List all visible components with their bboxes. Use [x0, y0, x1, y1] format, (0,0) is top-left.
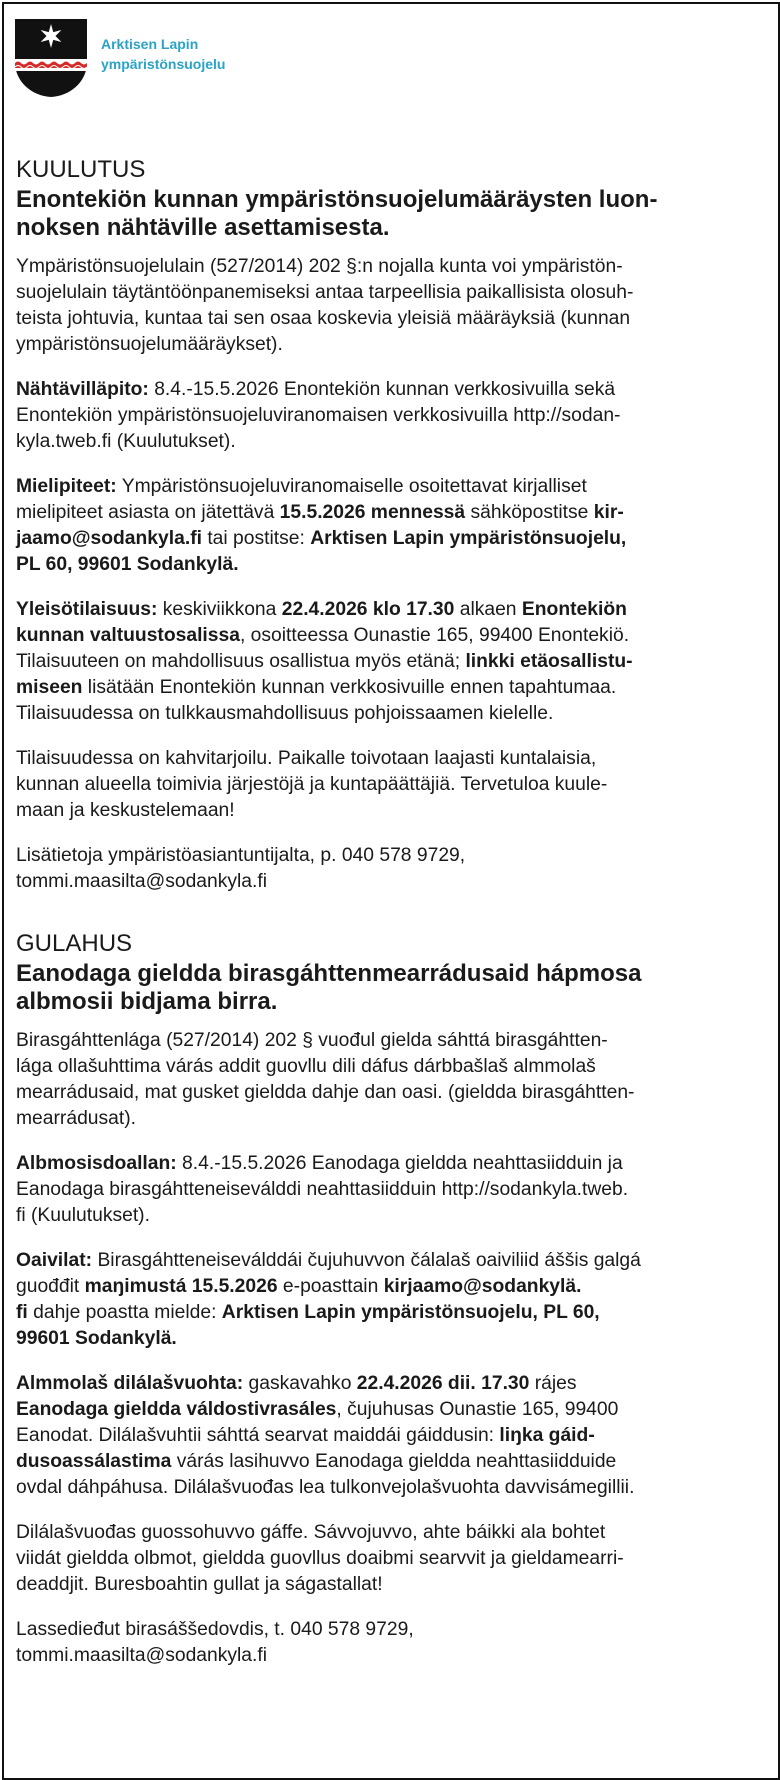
- text-line: alkaen: [454, 599, 522, 620]
- notice-content: [16, 156, 751, 1688]
- text-line: 8.4.-15.5.2026 Enontekiön kunnan verkkosivuilla sekä: [148, 379, 616, 400]
- text-line: e-poasttain: [277, 1276, 384, 1297]
- text-line: Eanodat. Dilálašvuhtii sáhttá searvat maiddái gáiddusin:: [16, 1425, 500, 1446]
- sami-display-period: [16, 1151, 751, 1229]
- remote-link-text: dusoassálastima: [16, 1451, 172, 1472]
- email-part: jaamo@sodankyla.fi: [16, 528, 202, 549]
- text-line: Tilaisuudessa on kahvitarjoilu. Paikalle toivotaan laajasti kuntalaisia,: [16, 748, 597, 769]
- finnish-contact: [16, 843, 751, 895]
- sami-contact: [16, 1617, 751, 1669]
- text-line: suojelulain täytäntöönpanemiseksi antaa tarpeellisia paikallisista olosuh-: [16, 282, 634, 303]
- postal-address: PL 60, 99601 Sodankylä.: [16, 554, 239, 575]
- postal-address: Arktisen Lapin ympäristönsuojelu, PL 60,: [221, 1302, 600, 1323]
- finnish-title-line: Enontekiön kunnan ympäristönsuojelumääräysten luon-: [16, 186, 658, 213]
- postal-address: 99601 Sodankylä.: [16, 1328, 177, 1349]
- meeting-label: Almmolaš dilálašvuohta:: [16, 1373, 244, 1394]
- opinions-label: Mielipiteet:: [16, 476, 117, 497]
- text-line: lisätään Enontekiön kunnan verkkosivuille ennen tapahtumaa.: [82, 677, 617, 698]
- organization-name-line2: ympäristönsuojelu: [101, 56, 226, 72]
- text-line: kyla.tweb.fi (Kuulutukset).: [16, 431, 236, 452]
- email-part: kirjaamo@sodankylä.: [383, 1276, 582, 1297]
- text-line: Birasgáhttenlága (527/2014) 202 § vuođul gielda sáhttá birasgáhtten-: [16, 1030, 608, 1051]
- display-label: Nähtävilläpito:: [16, 379, 149, 400]
- text-line: mearrádusat).: [16, 1108, 137, 1129]
- text-line: Enontekiön ympäristönsuojeluviranomaisen verkkosivuilla http://sodan-: [16, 405, 621, 426]
- remote-link-text: liŋka gáid-: [499, 1425, 595, 1446]
- meeting-venue: Enontekiön: [521, 599, 627, 620]
- display-label: Albmosisdoallan:: [16, 1153, 177, 1174]
- deadline: 15.5.2026 mennessä: [279, 502, 466, 523]
- text-line: ympäristönsuojelumääräykset).: [16, 334, 283, 355]
- text-line: dahje poastta mielde:: [27, 1302, 222, 1323]
- finnish-section: [16, 156, 751, 895]
- text-line: rájes: [529, 1373, 577, 1394]
- text-line: maan ja keskustelemaan!: [16, 800, 235, 821]
- email-part: fi: [16, 1302, 28, 1323]
- sami-kicker: GULAHUS: [16, 930, 133, 957]
- sami-opinions: [16, 1248, 751, 1352]
- text-line: fi (Kuulutukset).: [16, 1205, 150, 1226]
- meeting-label: Yleisötilaisuus:: [16, 599, 158, 620]
- finnish-public-meeting: [16, 597, 751, 727]
- municipality-crest-icon: [14, 18, 88, 98]
- text-line: teista johtuvia, kuntaa tai sen osaa koskevia yleisiä määräyksiä (kunnan: [16, 308, 631, 329]
- sami-section: [16, 930, 751, 1669]
- finnish-display-period: [16, 377, 751, 455]
- text-line: mielipiteet asiasta on jätettävä: [16, 502, 280, 523]
- finnish-opinions: [16, 474, 751, 578]
- finnish-title-line: noksen nähtäville asettamisesta.: [16, 214, 390, 241]
- deadline: maŋimustá 15.5.2026: [84, 1276, 278, 1297]
- text-line: , čujuhusas Ounastie 165, 99400: [336, 1399, 619, 1420]
- text-line: gaskavahko: [243, 1373, 357, 1394]
- text-line: Ympäristönsuojeluviranomaiselle osoitettavat kirjalliset: [116, 476, 587, 497]
- text-line: deaddjit. Buresboahtin gullat ja ságastallat!: [16, 1574, 383, 1595]
- text-line: ovdal dáhpáhusa. Dilálašvuođas lea tulkonvejolašvuohta davvisámegillii.: [16, 1477, 635, 1498]
- finnish-intro: [16, 254, 751, 358]
- organization-name: [101, 34, 225, 74]
- contact-email: tommi.maasilta@sodankyla.fi: [16, 871, 268, 892]
- meeting-time: 22.4.2026 dii. 17.30: [356, 1373, 530, 1394]
- organization-name-line1: Arktisen Lapin: [101, 36, 199, 52]
- text-line: Dilálašvuođas guossohuvvo gáffe. Sávvojuvvo, ahte báikki ala bohtet: [16, 1522, 606, 1543]
- text-line: Tilaisuudessa on tulkkausmahdollisuus pohjoissaamen kielelle.: [16, 703, 554, 724]
- text-line: Ympäristönsuojelulain (527/2014) 202 §:n nojalla kunta voi ympäristön-: [16, 256, 623, 277]
- opinions-label: Oaivilat:: [16, 1250, 93, 1271]
- email-part: kir-: [593, 502, 624, 523]
- text-line: 8.4.-15.5.2026 Eanodaga gieldda neahttasiidduin ja: [176, 1153, 623, 1174]
- sami-coffee: [16, 1520, 751, 1598]
- remote-link-text: miseen: [16, 677, 83, 698]
- text-line: Lisätietoja ympäristöasiantuntijalta, p. 040 578 9729,: [16, 845, 466, 866]
- text-line: keskiviikkona: [157, 599, 282, 620]
- text-line: tai postitse:: [201, 528, 311, 549]
- text-line: lága ollašuhttima várás addit guovllu dili dáfus dárbbašlaš almmolaš: [16, 1056, 596, 1077]
- text-line: Lassedieđut birasáššedovdis, t. 040 578 9729,: [16, 1619, 414, 1640]
- text-line: várás lasihuvvo Eanodaga gieldda neahttasiidduide: [171, 1451, 617, 1472]
- text-line: Tilaisuuteen on mahdollisuus osallistua myös etänä;: [16, 651, 466, 672]
- contact-email: tommi.maasilta@sodankyla.fi: [16, 1645, 268, 1666]
- text-line: , osoitteessa Ounastie 165, 99400 Enontekiö.: [239, 625, 630, 646]
- meeting-venue: kunnan valtuustosalissa: [16, 625, 240, 646]
- text-line: kunnan alueella toimivia järjestöjä ja kuntapäättäjiä. Tervetuloa kuule-: [16, 774, 608, 795]
- finnish-kicker: KUULUTUS: [16, 156, 146, 183]
- text-line: mearrádusaid, mat gusket gieldda dahje dan oasi. (gieldda birasgáhtten-: [16, 1082, 635, 1103]
- sami-title-line: Eanodaga gieldda birasgáhttenmearrádusaid hápmosa: [16, 960, 642, 987]
- postal-address: Arktisen Lapin ympäristönsuojelu,: [310, 528, 627, 549]
- finnish-coffee: [16, 746, 751, 824]
- sami-public-meeting: [16, 1371, 751, 1501]
- text-line: viidát gieldda olbmot, gieldda guovllus doaibmi searvvit ja gieldamearri-: [16, 1548, 624, 1569]
- finnish-title: [16, 186, 751, 242]
- meeting-venue: Eanodaga gieldda váldostivrasáles: [16, 1399, 337, 1420]
- text-line: guođđit: [16, 1276, 85, 1297]
- sami-intro: [16, 1028, 751, 1132]
- sami-title-line: albmosii bidjama birra.: [16, 988, 278, 1015]
- text-line: Eanodaga birasgáhtteneiseválddi neahttasiidduin http://sodankyla.tweb.: [16, 1179, 629, 1200]
- sami-title: [16, 960, 751, 1016]
- text-line: Birasgáhtteneiseválddái čujuhuvvon čálalaš oaiviliid áššis galgá: [92, 1250, 641, 1271]
- text-line: sähköpostitse: [465, 502, 594, 523]
- meeting-time: 22.4.2026 klo 17.30: [281, 599, 455, 620]
- remote-link-text: linkki etäosallistu-: [465, 651, 633, 672]
